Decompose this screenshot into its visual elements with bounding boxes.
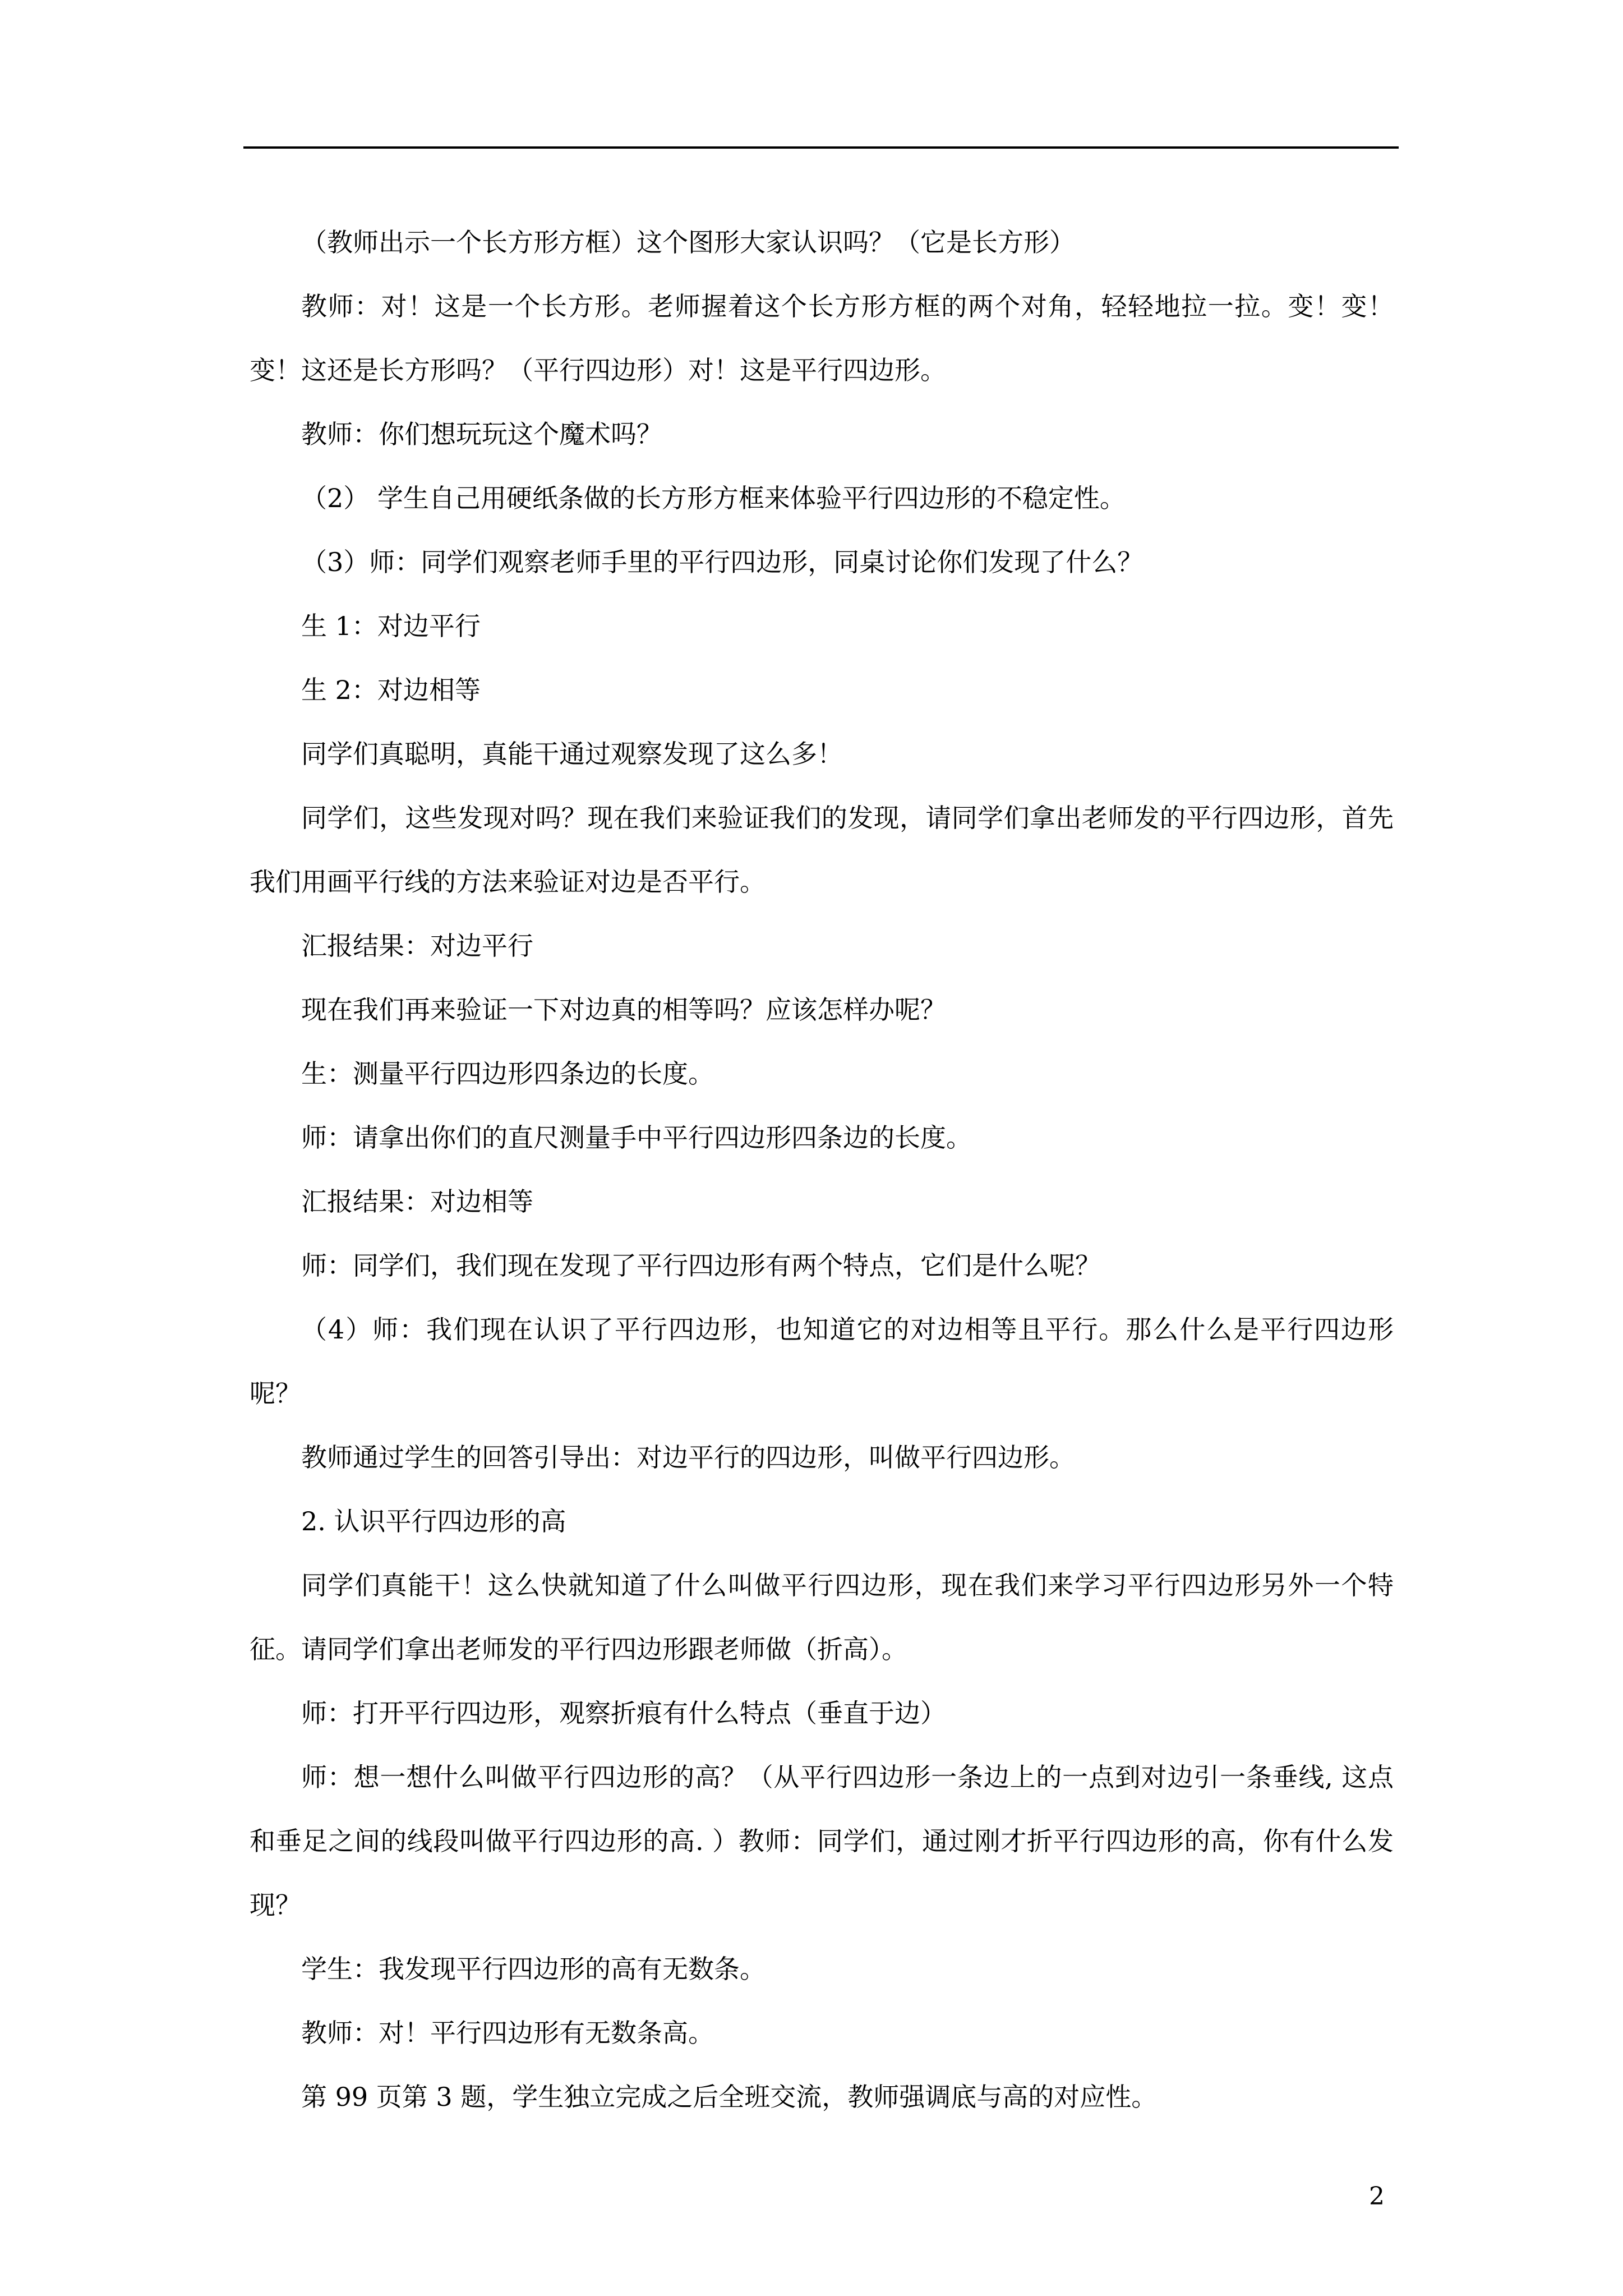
paragraph-step-4: （4）师：我们现在认识了平行四边形，也知道它的对边相等且平行。那么什么是平行四边形呢？ <box>250 1314 1394 1409</box>
paragraph-intro-question: （教师出示一个长方形方框）这个图形大家认识吗？（它是长方形） <box>301 227 1075 257</box>
paragraph-teacher-confirm: 教师：对！平行四边形有无数条高。 <box>301 2018 714 2048</box>
paragraph-teacher-ruler: 师：请拿出你们的直尺测量手中平行四边形四条边的长度。 <box>301 1122 972 1153</box>
paragraph-exercise: 第 99 页第 3 题，学生独立完成之后全班交流，教师强调底与高的对应性。 <box>301 2082 1158 2112</box>
paragraph-teacher-invite: 教师：你们想玩玩这个魔术吗？ <box>301 419 662 449</box>
paragraph-step-3: （3）师：同学们观察老师手里的平行四边形，同桌讨论你们发现了什么？ <box>301 547 1144 577</box>
paragraph-two-features: 师：同学们，我们现在发现了平行四边形有两个特点，它们是什么呢？ <box>301 1250 1101 1281</box>
paragraph-definition: 教师通过学生的回答引导出：对边平行的四边形，叫做平行四边形。 <box>301 1442 1075 1473</box>
document-body <box>250 210 1394 2129</box>
paragraph-height-definition: 师：想一想什么叫做平行四边形的高？（从平行四边形一条边上的一点到对边引一条垂线, 这点和垂足之间的线段叫做平行四边形的高. ）教师：同学们，通过刚才折平行四边形的高，你有什么发现？ <box>250 1762 1394 1920</box>
header-rule <box>243 146 1399 149</box>
paragraph-observe-crease: 师：打开平行四边形，观察折痕有什么特点（垂直于边） <box>301 1698 946 1728</box>
paragraph-report-equal: 汇报结果：对边相等 <box>301 1186 533 1217</box>
paragraph-praise: 同学们真聪明，真能干通过观察发现了这么多！ <box>301 739 843 769</box>
paragraph-fold-height: 同学们真能干！这么快就知道了什么叫做平行四边形，现在我们来学习平行四边形另外一个特征。请同学们拿出老师发的平行四边形跟老师做（折高）。 <box>250 1570 1394 1664</box>
paragraph-student-measure: 生：测量平行四边形四条边的长度。 <box>301 1059 714 1089</box>
paragraph-verify-equal: 现在我们再来验证一下对边真的相等吗？应该怎样办呢？ <box>301 995 946 1025</box>
paragraph-step-2: （2） 学生自己用硬纸条做的长方形方框来体验平行四边形的不稳定性。 <box>301 483 1126 513</box>
paragraph-student-1: 生 1：对边平行 <box>301 611 481 641</box>
page-number: 2 <box>1369 2182 1385 2211</box>
paragraph-student-2: 生 2：对边相等 <box>301 675 481 705</box>
paragraph-report-parallel: 汇报结果：对边平行 <box>301 931 533 961</box>
section-heading-height: 2. 认识平行四边形的高 <box>301 1506 566 1536</box>
paragraph-teacher-magic: 教师：对！这是一个长方形。老师握着这个长方形方框的两个对角，轻轻地拉一拉。变！变！变！这还是长方形吗？（平行四边形）对！这是平行四边形。 <box>250 291 1394 385</box>
paragraph-verify-parallel: 同学们，这些发现对吗？现在我们来验证我们的发现，请同学们拿出老师发的平行四边形，首先我们用画平行线的方法来验证对边是否平行。 <box>250 803 1394 897</box>
paragraph-student-infinite: 学生：我发现平行四边形的高有无数条。 <box>301 1954 766 1984</box>
